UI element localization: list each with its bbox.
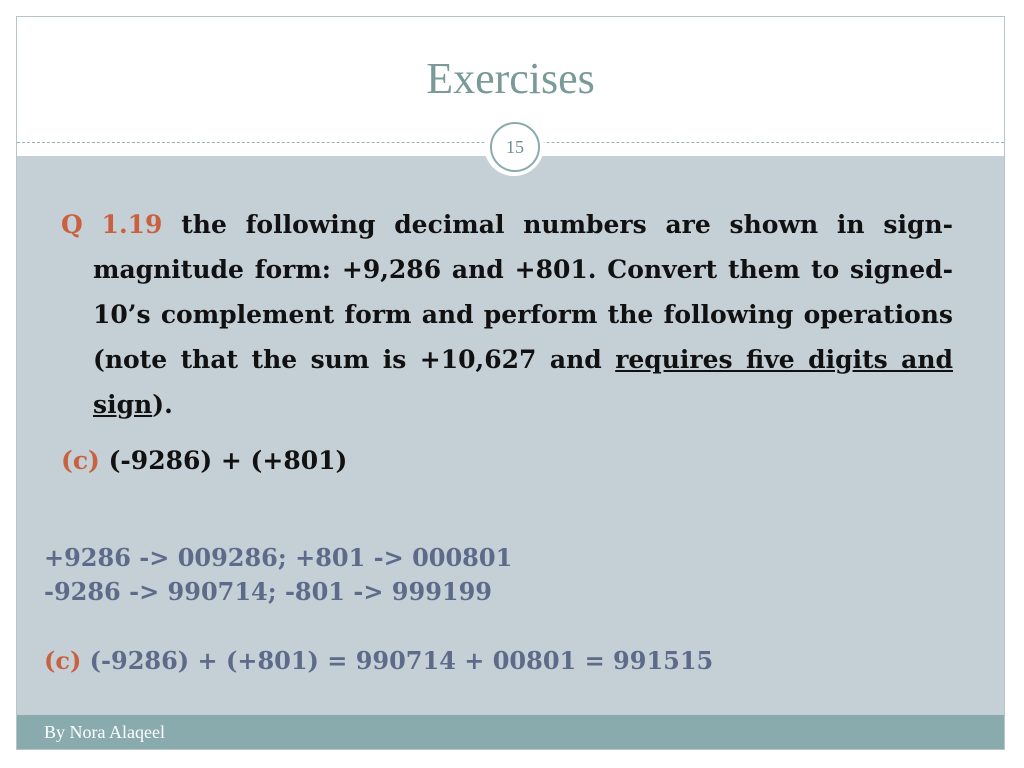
- question-text: [61, 202, 953, 427]
- answer-line: +9286 -> 009286; +801 -> 000801: [44, 543, 513, 572]
- content-area: [17, 156, 1004, 716]
- question-part-c: [61, 446, 347, 475]
- question-end: ).: [152, 390, 173, 419]
- page-number-badge: [484, 116, 544, 176]
- answer-result-text: (-9286) + (+801) = 990714 + 00801 = 991515: [81, 646, 714, 675]
- page-number: 15: [490, 122, 540, 172]
- answer-result-label: (c): [44, 646, 82, 675]
- footer-author: By Nora Alaqeel: [44, 722, 165, 742]
- question-underlined: requires five digits and sign: [93, 345, 953, 419]
- answer-line: -9286 -> 990714; -801 -> 999199: [44, 577, 492, 606]
- question-label: Q 1.19: [61, 210, 163, 239]
- footer-bar: [17, 715, 1004, 749]
- slide-title: Exercises: [426, 54, 595, 103]
- question-body: the following decimal numbers are shown in sign-magnitude form: +9,286 and +801. Convert them to signed-10’s complement form and perform the following operations (note that the sum is +10,627 and: [93, 210, 953, 374]
- part-label: (c): [61, 446, 100, 475]
- slide: [16, 16, 1005, 750]
- part-expression: (-9286) + (+801): [99, 446, 348, 475]
- answer-result: [44, 646, 713, 675]
